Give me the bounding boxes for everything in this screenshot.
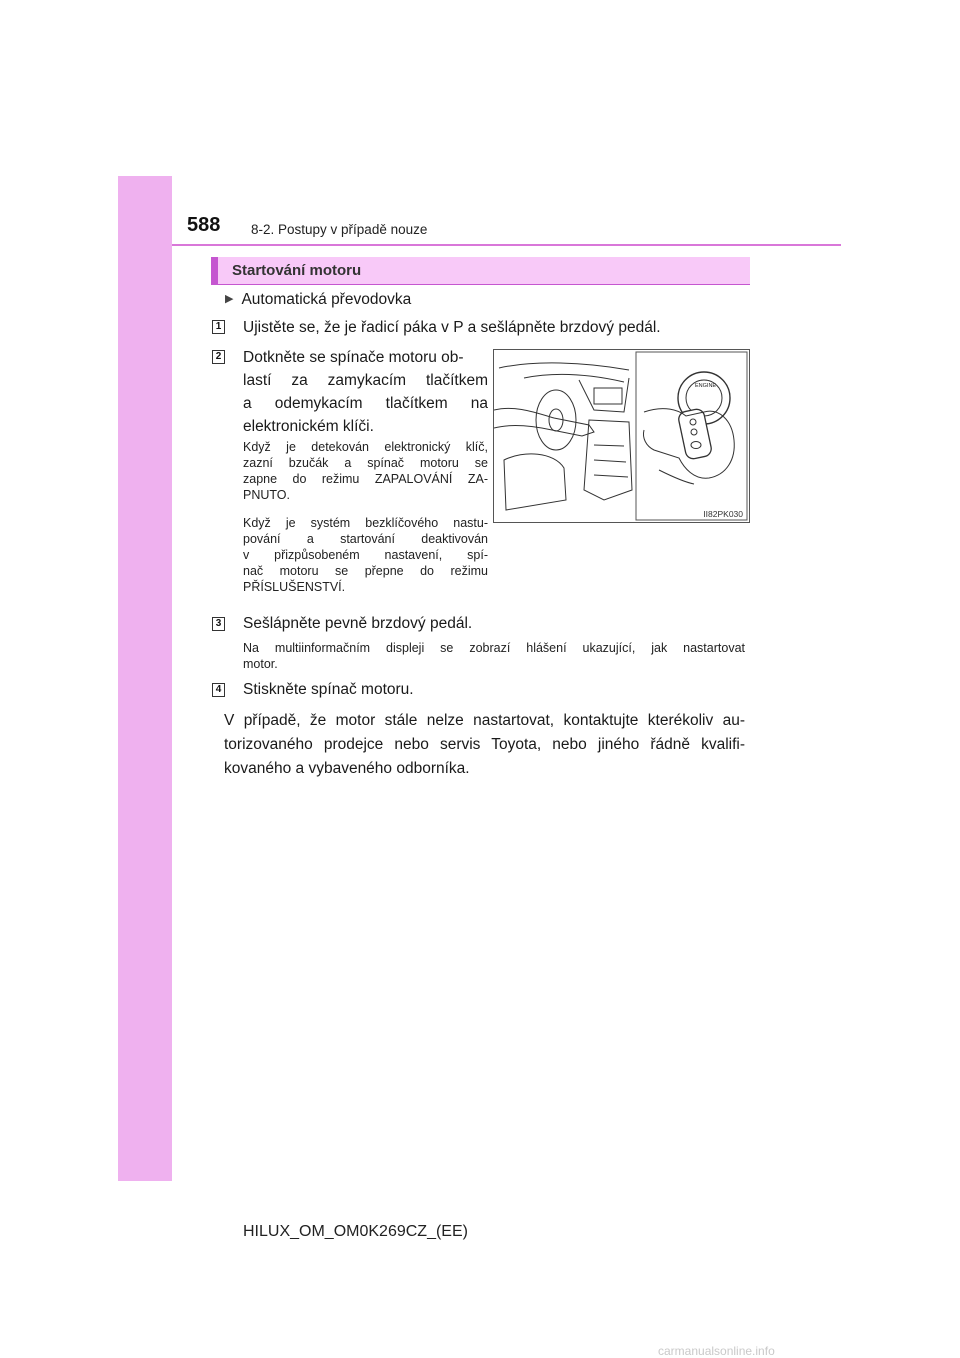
note-line: motor.	[243, 657, 278, 671]
page-number: 588	[187, 214, 221, 236]
subheading-text: Automatická převodovka	[241, 291, 412, 308]
step-2-text	[243, 346, 488, 438]
note-line: v přizpůsobeném nastavení, spí-	[243, 548, 488, 562]
note-line: PŘÍSLUŠENSTVÍ.	[243, 580, 346, 594]
note-line: nač motoru se přepne do režimu	[243, 564, 488, 578]
step-2-line: lastí za zamykacím tlačítkem	[243, 372, 488, 389]
step-number-2: 2	[212, 350, 225, 364]
step-number-3: 3	[212, 617, 225, 631]
note-line: Když je detekován elektronický klíč,	[243, 440, 488, 454]
note-line: Na multiinformačním displeji se zobrazí hlášení ukazující, jak nastartovat	[243, 641, 745, 655]
header-divider	[172, 244, 841, 246]
step-3-text: Sešlápněte pevně brzdový pedál.	[243, 615, 473, 632]
closing-line: torizovaného prodejce nebo servis Toyota, nebo jiného řádně kvalifi-	[224, 736, 745, 753]
closing-line: kovaného a vybaveného odborníka.	[224, 760, 470, 777]
step-number-4: 4	[212, 683, 225, 697]
step-number-1: 1	[212, 320, 225, 334]
step-1-text: Ujistěte se, že je řadicí páka v P a sešlápněte brzdový pedál.	[243, 319, 661, 336]
step-4-text: Stiskněte spínač motoru.	[243, 681, 414, 698]
section-title: Startování motoru	[232, 262, 362, 279]
step-3-note	[243, 640, 745, 672]
step-2-note-1	[243, 439, 488, 503]
watermark: carmanualsonline.info	[658, 1344, 775, 1358]
chapter-title: 8-2. Postupy v případě nouze	[251, 222, 428, 237]
chapter-side-band	[118, 176, 172, 1181]
note-line: pování a startování deaktivován	[243, 532, 488, 546]
illustration-code: II82PK030	[703, 509, 743, 519]
closing-line: V případě, že motor stále nelze nastartovat, kontaktujte kterékoliv au-	[224, 712, 745, 729]
triangle-bullet-icon: ▶	[225, 293, 234, 305]
step-2-line: elektronickém klíči.	[243, 418, 374, 435]
section-heading-bar	[211, 257, 750, 285]
note-line: zapne do režimu ZAPALOVÁNÍ ZA-	[243, 472, 488, 486]
closing-paragraph	[224, 709, 745, 781]
step-2-note-2	[243, 515, 488, 595]
step-2-line: Dotkněte se spínače motoru ob-	[243, 349, 464, 366]
engine-start-illustration	[493, 349, 750, 523]
subheading	[225, 291, 411, 309]
note-line: zazní bzučák a spínač motoru se	[243, 456, 488, 470]
note-line: Když je systém bezklíčového nastu-	[243, 516, 488, 530]
note-line: PNUTO.	[243, 488, 290, 502]
document-code-footer: HILUX_OM_OM0K269CZ_(EE)	[243, 1223, 468, 1240]
step-2-line: a odemykacím tlačítkem na	[243, 395, 488, 412]
engine-button-label: ENGINE	[695, 383, 717, 389]
illustration-drawing	[494, 350, 749, 522]
